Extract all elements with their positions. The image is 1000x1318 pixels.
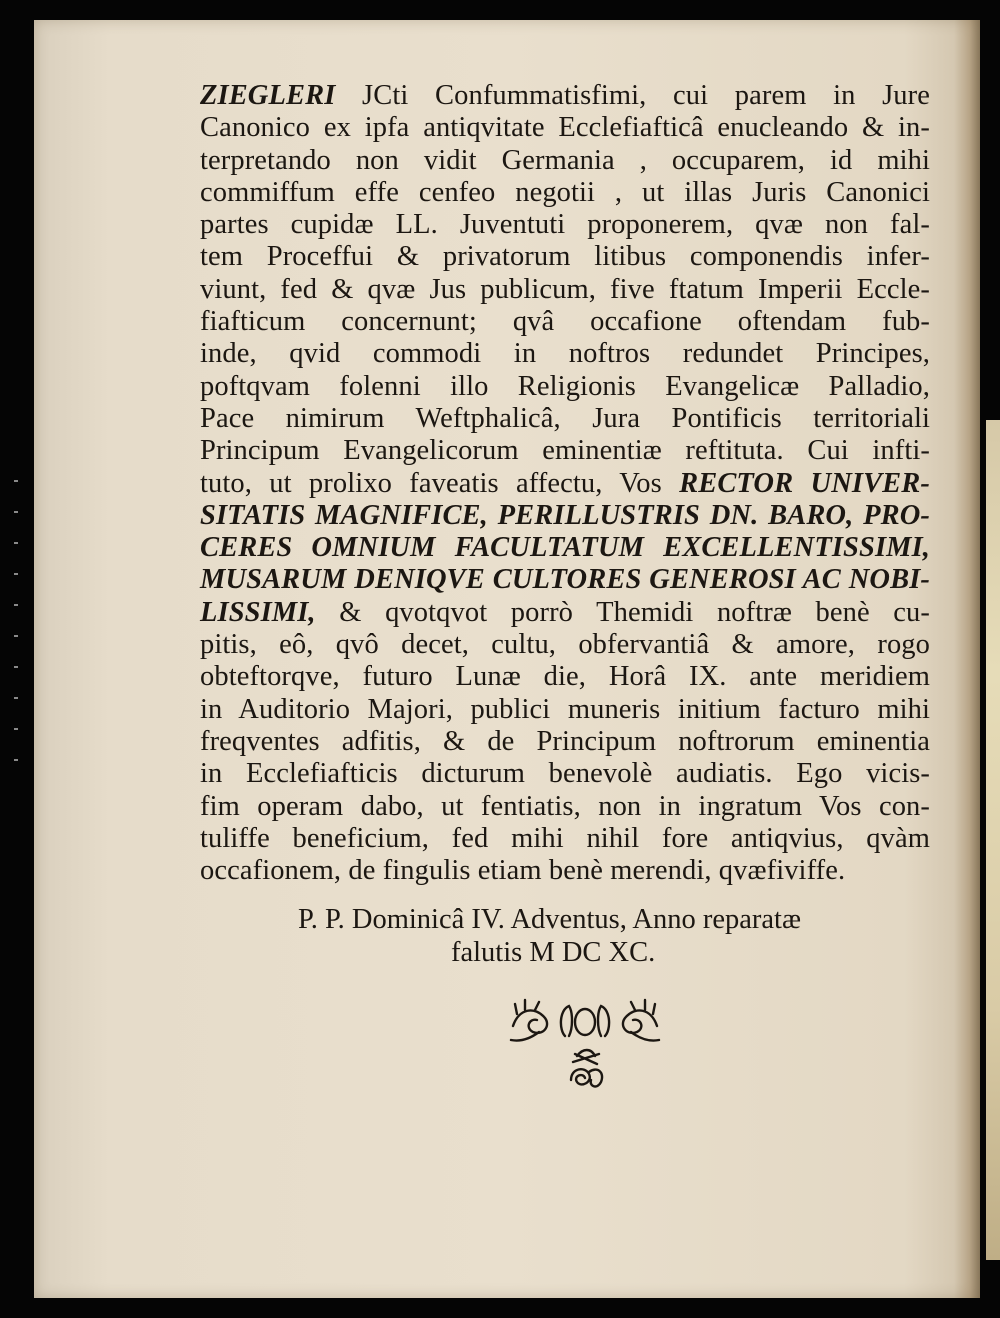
text-line (200, 597, 930, 629)
line-text: Pace nimirum Weftphalicâ, Jura Pontificis territoriali (200, 402, 930, 434)
line-text: terpretando non vidit Germania , occuparem, id mihi (200, 144, 930, 176)
text-line (200, 241, 930, 273)
body-text (200, 80, 940, 887)
line-text: in Ecclefiafticis dicturum benevolè audiatis. Ego vicis- (200, 758, 930, 790)
line-text: poftqvam folenni illo Religionis Evangelicæ Palladio, (200, 370, 930, 402)
text-line (200, 306, 930, 338)
text-line (200, 80, 930, 112)
text-line (200, 629, 930, 661)
text-line (200, 564, 930, 596)
text-line (200, 177, 930, 209)
text-line (200, 338, 930, 370)
text-line (200, 500, 930, 532)
closing-year-line: falutis M DC XC. (451, 937, 656, 968)
text-line (200, 403, 930, 435)
line-text: tem Proceffui & privatorum litibus componendis infer- (200, 241, 930, 273)
text-line (200, 791, 930, 823)
text-line (200, 112, 930, 144)
italic-address: RECTOR UNIVER- (679, 467, 930, 499)
line-text: fim operam dabo, ut fentiatis, non in ingratum Vos con- (200, 790, 930, 822)
italic-name: ZIEGLERI (200, 80, 336, 111)
closing-date-line: P. P. Dominicâ IV. Adventus, Anno reparatæ (298, 904, 801, 935)
line-text: freqventes adfitis, & de Principum noftrorum eminentia (200, 725, 930, 757)
text-line (200, 145, 930, 177)
printers-fleuron-icon (505, 996, 665, 1096)
text-line (200, 694, 930, 726)
text-line (200, 661, 930, 693)
line-text: JCti Confummatisfimi, cui parem in Jure (335, 80, 930, 111)
line-text: fiafticum concernunt; qvâ occafione oftendam fub- (200, 306, 930, 338)
line-text: obteftorqve, futuro Lunæ die, Horâ IX. ante meridiem (200, 661, 930, 693)
line-text: pitis, eô, qvô decet, cultu, obfervantiâ & amore, rogo (200, 629, 930, 661)
text-line (200, 468, 930, 500)
text-line (200, 823, 930, 855)
text-line (200, 435, 930, 467)
line-text: inde, qvid commodi in noftros redundet Principes, (200, 338, 930, 370)
text-line (200, 758, 930, 790)
text-line (200, 209, 930, 241)
line-text: occafionem, de fingulis etiam benè merendi, qvæfiviffe. (200, 855, 846, 887)
italic-address: SITATIS MAGNIFICE, PERILLUSTRIS DN. BARO, PRO- (200, 499, 930, 531)
italic-name: LISSIMI, (200, 596, 316, 628)
line-text: tuliffe beneficium, fed mihi nihil fore antiqvius, qvàm (200, 822, 930, 854)
line-text: tuto, ut prolixo faveatis affectu, Vos (200, 467, 680, 499)
adjacent-page-strip (986, 420, 1000, 1260)
line-text: Canonico ex ipfa antiqvitate Ecclefiafticâ enucleando & in- (200, 112, 930, 144)
line-text: in Auditorio Majori, publici muneris initium facturo mihi (200, 693, 930, 725)
text-line (200, 855, 930, 887)
line-text: & qvotqvot porrò Themidi noftræ benè cu- (315, 596, 930, 628)
text-line (200, 274, 930, 306)
text-line (200, 371, 930, 403)
italic-address: CERES OMNIUM FACULTATUM EXCELLENTISSIMI, (200, 532, 930, 564)
text-line (200, 532, 930, 564)
line-text: viunt, fed & qvæ Jus publicum, five ftatum Imperii Eccle- (200, 273, 930, 305)
italic-address: MUSARUM DENIQVE CULTORES GENEROSI AC NOBI- (200, 564, 930, 596)
text-line (200, 726, 930, 758)
line-text: partes cupidæ LL. Juventuti proponerem, qvæ non fal- (200, 209, 930, 241)
scan-margin-marks (14, 480, 18, 780)
page-edge-shadow (954, 20, 980, 1298)
line-text: commiffum effe cenfeo negotii , ut illas Juris Canonici (200, 176, 930, 208)
line-text: Principum Evangelicorum eminentiæ reftituta. Cui infti- (200, 435, 930, 467)
